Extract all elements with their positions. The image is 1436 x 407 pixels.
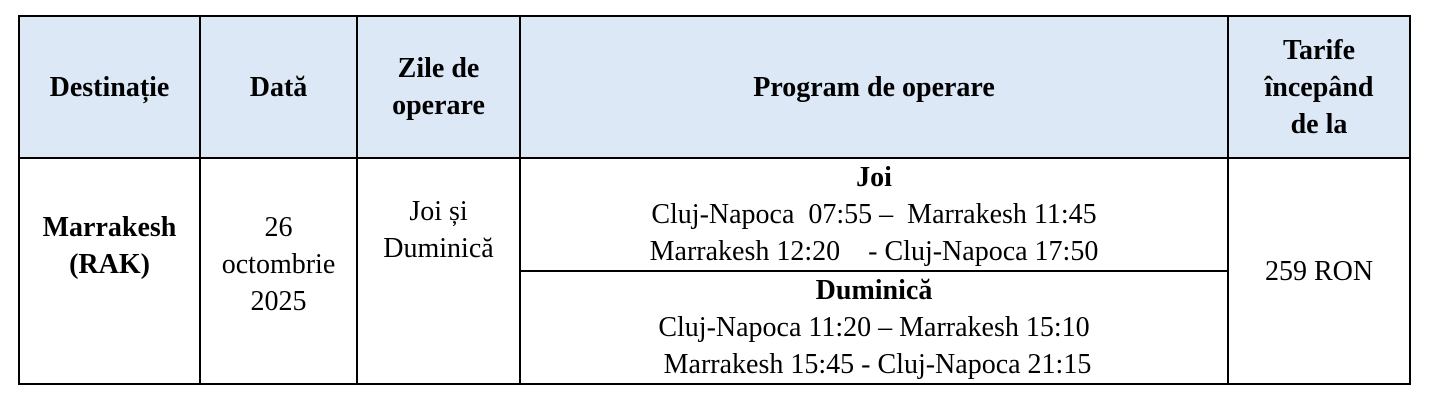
header-destination [19, 16, 200, 158]
date-cell [200, 158, 357, 384]
header-date [200, 16, 357, 158]
price-value: 259 RON [1264, 255, 1374, 287]
destination-cell [19, 158, 200, 384]
operating-days-line2: Duminică [383, 233, 494, 264]
schedule-return: Marrakesh 12:20 - Cluj-Napoca 17:50 [649, 236, 1099, 267]
schedule-return: Marrakesh 15:45 - Cluj-Napoca 21:15 [656, 349, 1092, 380]
table-body [19, 158, 1410, 384]
operating-days-line1: Joi și [409, 196, 468, 227]
header-date-label: Dată [249, 71, 308, 103]
header-fares [1228, 16, 1410, 158]
header-fares-line2: începând [1264, 71, 1374, 103]
flight-schedule-table [18, 15, 1411, 385]
schedule-day-title: Duminică [815, 275, 933, 306]
header-operating-days-line1: Zile de [397, 53, 480, 84]
header-row [19, 16, 1410, 158]
table-header [19, 16, 1410, 158]
date-day: 26 [264, 211, 293, 243]
schedule-sunday [520, 271, 1228, 384]
destination-city: Marrakesh [42, 212, 177, 243]
header-operating-days-line2: operare [392, 90, 485, 121]
schedule-day-title: Joi [856, 162, 892, 193]
price-cell [1228, 158, 1410, 384]
schedule-outbound: Cluj-Napoca 07:55 – Marrakesh 11:45 [651, 199, 1097, 230]
schedule-thursday [520, 158, 1228, 271]
header-program-label: Program de operare [753, 71, 995, 103]
destination-code: (RAK) [69, 249, 150, 280]
header-program [520, 16, 1228, 158]
header-destination-label: Destinație [49, 71, 170, 103]
schedule-outbound: Cluj-Napoca 11:20 – Marrakesh 15:10 [658, 312, 1090, 343]
date-month: octombrie [221, 248, 336, 280]
date-year: 2025 [250, 285, 307, 317]
operating-days-cell [357, 158, 520, 384]
header-fares-line1: Tarife [1282, 34, 1356, 66]
header-fares-line3: de la [1290, 108, 1348, 140]
header-operating-days [357, 16, 520, 158]
table-row [19, 158, 1410, 271]
